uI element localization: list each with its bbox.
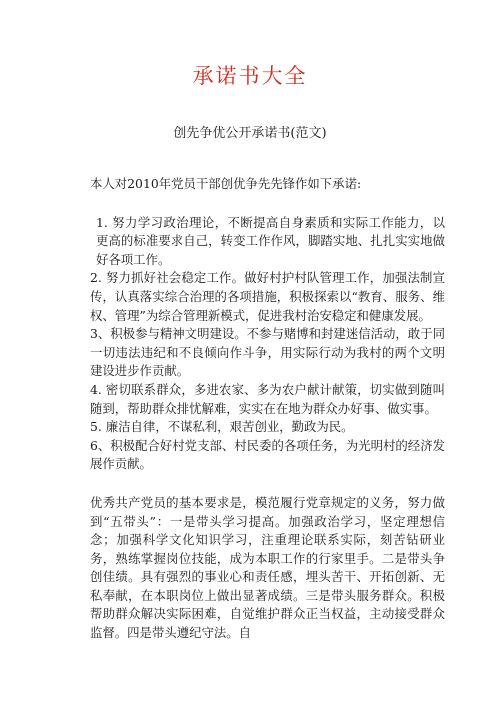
pledge-item-3: 3、积极参与精神文明建设。不参与赌博和封建迷信活动，敢于同一切违法违纪和不良倾向作斗争，用实际行动为我村的两个文明建设进步作贡献。 (90, 326, 445, 379)
document-title: 承诺书大全 (192, 64, 308, 88)
pledge-item-5: 5. 廉洁自律，不谋私利，艰苦创业，勤政为民。 (90, 419, 354, 435)
pledge-item-1: 1. 努力学习政治理论，不断提高自身素质和实际工作能力，以更高的标准要求自己，转变工作作风，脚踏实地、扎扎实实地做好各项工作。 (96, 214, 445, 267)
closing-paragraph: 优秀共产党员的基本要求是，模范履行党章规定的义务，努力做到“五带头”：一是带头学习提高。加强政治学习，坚定理想信念；加强科学文化知识学习，注重理论联系实际，刻苦钻研业务，熟练掌握岗位技能，成为本职工作的行家里手。二是带头争创佳绩。具有强烈的事业心和责任感，埋头苦干、开拓创新、无私奉献，在本职岗位上做出显著成绩。三是带头服务群众。积极帮助群众解决实际困难，自觉维护群众正当权益，主动接受群众监督。四是带头遵纪守法。自 (90, 494, 445, 641)
pledge-item-2: 2. 努力抓好社会稳定工作。做好村护村队管理工作，加强法制宣传，认真落实综合治理的各项措施，积极探索以“教育、服务、维权、管理”为综合管理新模式，促进我村治安稳定和健康发展。 (90, 270, 445, 323)
document-subtitle: 创先争优公开承诺书(范文) (173, 126, 327, 141)
intro-paragraph: 本人对2010年党员干部创优争先先锋作如下承诺: (90, 176, 362, 191)
pledge-item-4: 4. 密切联系群众，多进农家、多为农户献计献策，切实做到随叫随到，帮助群众排忧解难，实实在在地为群众办好事、做实事。 (90, 381, 445, 416)
document-body (90, 175, 445, 643)
pledge-item-6: 6、积极配合好村党支部、村民委的各项任务，为光明村的经济发展作贡献。 (90, 437, 445, 472)
